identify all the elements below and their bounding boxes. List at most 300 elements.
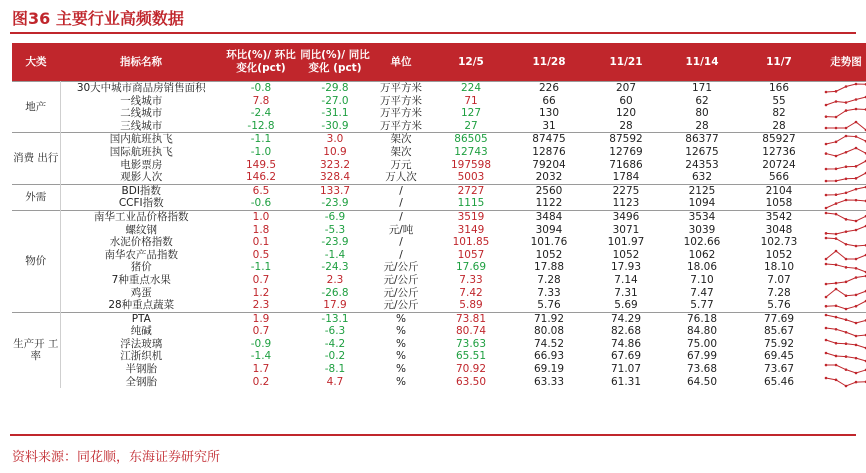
date-value: 7.31 bbox=[614, 286, 638, 299]
date-value: 5.76 bbox=[537, 299, 561, 312]
indicator-name: 水泥价格指数 bbox=[109, 236, 173, 249]
trend-cell bbox=[818, 133, 866, 146]
date-value: 5.77 bbox=[690, 299, 714, 312]
trend-point bbox=[845, 86, 848, 89]
date-value: 7.07 bbox=[767, 273, 791, 286]
unit-value: / bbox=[370, 210, 432, 223]
indicator-name: 电影票房 bbox=[120, 158, 163, 171]
table-row bbox=[12, 95, 866, 108]
trend-point bbox=[835, 263, 838, 266]
yoy-value: 17.9 bbox=[323, 299, 347, 312]
trend-point bbox=[825, 339, 828, 342]
date-value: 1058 bbox=[765, 197, 793, 210]
date-value: 28 bbox=[619, 119, 633, 132]
trend-point bbox=[835, 282, 838, 285]
trend-cell bbox=[818, 350, 866, 363]
trend-point bbox=[835, 364, 838, 367]
trend-point bbox=[845, 369, 848, 372]
trend-cell bbox=[818, 376, 866, 389]
date-value: 20724 bbox=[762, 158, 796, 171]
trend-sparkline bbox=[823, 120, 866, 132]
trend-sparkline bbox=[823, 363, 866, 375]
mom-value: 0.7 bbox=[252, 273, 270, 286]
date-value: 3542 bbox=[740, 210, 818, 223]
trend-point bbox=[855, 188, 858, 191]
table-row bbox=[12, 363, 866, 376]
trend-point bbox=[845, 127, 848, 130]
date-value: 7.42 bbox=[459, 286, 483, 299]
indicator-name: 国际航班执飞 bbox=[109, 145, 173, 158]
date-value: 2125 bbox=[664, 184, 740, 197]
trend-point bbox=[825, 153, 828, 156]
trend-point bbox=[855, 229, 858, 232]
mom-value: 7.8 bbox=[252, 94, 270, 107]
mom-value: -0.8 bbox=[222, 82, 300, 95]
date-value: 2560 bbox=[510, 184, 588, 197]
trend-point bbox=[855, 322, 858, 325]
trend-point bbox=[835, 342, 838, 345]
yoy-value: -4.2 bbox=[324, 337, 346, 350]
date-value: 18.06 bbox=[686, 261, 718, 274]
table-row bbox=[12, 107, 866, 120]
date-value: 1115 bbox=[457, 197, 485, 210]
category-cell: 生产开 工率 bbox=[12, 312, 60, 388]
date-value: 7.33 bbox=[459, 273, 483, 286]
date-value: 2104 bbox=[740, 184, 818, 197]
date-value: 86377 bbox=[664, 133, 740, 146]
date-value: 75.00 bbox=[686, 337, 718, 350]
unit-value: % bbox=[396, 337, 406, 350]
category-cell: 物价 bbox=[12, 210, 60, 312]
date-value: 79204 bbox=[532, 158, 566, 171]
trend-point bbox=[845, 243, 848, 246]
date-value: 120 bbox=[615, 107, 637, 120]
date-value: 67.99 bbox=[686, 350, 718, 363]
trend-point bbox=[835, 116, 838, 119]
trend-point bbox=[845, 308, 848, 311]
date-value: 24353 bbox=[685, 158, 719, 171]
date-value: 101.97 bbox=[607, 236, 645, 249]
mom-value: 1.2 bbox=[252, 286, 270, 299]
table-row bbox=[12, 287, 866, 300]
date-value: 2032 bbox=[535, 171, 563, 184]
date-value: 3534 bbox=[664, 210, 740, 223]
table-row bbox=[12, 133, 866, 146]
indicator-name: 30大中城市商品房销售面积 bbox=[60, 82, 222, 95]
trend-cell bbox=[818, 171, 866, 184]
yoy-value: -1.4 bbox=[324, 248, 346, 261]
trend-sparkline bbox=[823, 262, 866, 274]
table-row bbox=[12, 325, 866, 338]
date-value: 73.63 bbox=[455, 337, 487, 350]
indicator-name: 半钢胎 bbox=[125, 363, 157, 376]
trend-point bbox=[825, 168, 828, 171]
trend-point bbox=[845, 165, 848, 168]
trend-point bbox=[855, 357, 858, 360]
trend-cell bbox=[818, 338, 866, 351]
yoy-value: 2.3 bbox=[326, 273, 344, 286]
date-value: 73.67 bbox=[763, 363, 795, 376]
unit-value: / bbox=[370, 184, 432, 197]
indicator-name: 鸡蛋 bbox=[130, 286, 152, 299]
trend-point bbox=[835, 287, 838, 290]
trend-cell bbox=[818, 120, 866, 133]
unit-value: % bbox=[396, 325, 406, 338]
table-row bbox=[12, 261, 866, 274]
date-value: 5.69 bbox=[614, 299, 638, 312]
unit-value: / bbox=[399, 248, 403, 261]
indicator-name: 7种重点水果 bbox=[111, 273, 171, 286]
date-value: 7.47 bbox=[690, 286, 714, 299]
unit-value: 元/公斤 bbox=[383, 261, 419, 274]
yoy-value: -23.9 bbox=[321, 197, 349, 210]
date-value: 87592 bbox=[588, 133, 664, 146]
category-cell: 地产 bbox=[12, 82, 60, 133]
unit-value: % bbox=[396, 363, 406, 376]
date-value: 12769 bbox=[609, 145, 643, 158]
table-row bbox=[12, 184, 866, 197]
trend-sparkline bbox=[823, 107, 866, 119]
date-value: 77.69 bbox=[740, 312, 818, 325]
date-value: 80 bbox=[695, 107, 709, 120]
trend-point bbox=[855, 108, 858, 111]
indicator-name: 纯碱 bbox=[130, 325, 152, 338]
trend-sparkline bbox=[823, 326, 866, 338]
trend-cell bbox=[818, 299, 866, 312]
top-rule bbox=[10, 32, 856, 34]
indicator-name: 28种重点蔬菜 bbox=[108, 299, 175, 312]
mom-value: -1.0 bbox=[250, 145, 272, 158]
trend-cell bbox=[818, 197, 866, 210]
date-value: 1057 bbox=[457, 248, 485, 261]
unit-value: % bbox=[396, 350, 406, 363]
trend-point bbox=[825, 127, 828, 130]
trend-point bbox=[835, 155, 838, 158]
yoy-value: 10.9 bbox=[323, 145, 347, 158]
trend-point bbox=[855, 245, 858, 248]
trend-sparkline bbox=[823, 313, 866, 325]
indicator-name: BDI指数 bbox=[60, 184, 222, 197]
trend-sparkline bbox=[823, 134, 866, 146]
date-value: 80.08 bbox=[533, 325, 565, 338]
date-value: 3149 bbox=[457, 223, 485, 236]
date-value: 31 bbox=[542, 119, 556, 132]
trend-point bbox=[845, 218, 848, 221]
trend-point bbox=[825, 305, 828, 308]
date-value: 69.45 bbox=[763, 350, 795, 363]
date-value: 86505 bbox=[432, 133, 510, 146]
trend-point bbox=[825, 212, 828, 215]
indicator-name: 螺纹钢 bbox=[125, 223, 157, 236]
trend-point bbox=[835, 305, 838, 308]
mom-value: 1.9 bbox=[222, 312, 300, 325]
date-value: 166 bbox=[740, 82, 818, 95]
trend-point bbox=[845, 385, 848, 388]
yoy-value: -31.1 bbox=[321, 107, 349, 120]
trend-point bbox=[855, 276, 858, 279]
trend-point bbox=[835, 379, 838, 382]
date-value: 5.76 bbox=[767, 299, 791, 312]
header-mom: 环比(%)/ 环比变化(pct) bbox=[222, 43, 300, 82]
table-row bbox=[12, 197, 866, 210]
yoy-value: -30.9 bbox=[321, 119, 349, 132]
trend-cell bbox=[818, 107, 866, 120]
trend-point bbox=[855, 83, 858, 86]
indicator-name: 全钢胎 bbox=[125, 375, 157, 388]
trend-point bbox=[825, 116, 828, 119]
trend-point bbox=[835, 213, 838, 216]
table-row bbox=[12, 236, 866, 249]
trend-point bbox=[835, 100, 838, 103]
date-value: 67.69 bbox=[610, 350, 642, 363]
unit-value: 元/公斤 bbox=[383, 286, 419, 299]
date-value: 12675 bbox=[685, 145, 719, 158]
header-date-2: 11/28 bbox=[510, 43, 588, 82]
trend-cell bbox=[818, 82, 866, 95]
date-value: 84.80 bbox=[686, 325, 718, 338]
table-row bbox=[12, 376, 866, 389]
yoy-value: 323.2 bbox=[319, 158, 351, 171]
date-value: 82 bbox=[772, 107, 786, 120]
trend-sparkline bbox=[823, 376, 866, 388]
indicator-name: 浮法玻璃 bbox=[120, 337, 163, 350]
date-value: 66 bbox=[542, 94, 556, 107]
unit-value: 万平方米 bbox=[380, 107, 422, 120]
date-value: 63.33 bbox=[533, 375, 565, 388]
trend-point bbox=[825, 180, 828, 183]
category-cell: 消费 出行 bbox=[12, 133, 60, 184]
trend-point bbox=[825, 194, 828, 197]
header-yoy: 同比(%)/ 同比变化 (pct) bbox=[300, 43, 370, 82]
yoy-value: -26.8 bbox=[321, 286, 349, 299]
trend-sparkline bbox=[823, 224, 866, 236]
date-value: 71 bbox=[464, 94, 478, 107]
trend-point bbox=[855, 293, 858, 296]
trend-point bbox=[855, 305, 858, 308]
indicator-name: 南华农产品指数 bbox=[104, 248, 178, 261]
indicator-name: 南华工业品价格指数 bbox=[60, 210, 222, 223]
trend-point bbox=[825, 206, 828, 209]
trend-point bbox=[845, 110, 848, 113]
trend-point bbox=[845, 101, 848, 104]
date-value: 101.85 bbox=[452, 236, 490, 249]
table-row bbox=[12, 120, 866, 133]
date-value: 18.10 bbox=[763, 261, 795, 274]
date-value: 64.50 bbox=[686, 375, 718, 388]
date-value: 28 bbox=[772, 119, 786, 132]
indicator-name: 江浙织机 bbox=[120, 350, 163, 363]
trend-cell bbox=[818, 312, 866, 325]
unit-value: 万平方米 bbox=[370, 82, 432, 95]
trend-point bbox=[825, 258, 828, 261]
header-row bbox=[12, 43, 866, 82]
date-value: 55 bbox=[772, 94, 786, 107]
date-value: 197598 bbox=[450, 158, 492, 171]
date-value: 28 bbox=[695, 119, 709, 132]
mom-value: -0.9 bbox=[250, 337, 272, 350]
mom-value: 146.2 bbox=[245, 171, 277, 184]
indicator-name: 猪价 bbox=[130, 261, 152, 274]
table-row bbox=[12, 350, 866, 363]
trend-cell bbox=[818, 210, 866, 223]
unit-value: % bbox=[396, 375, 406, 388]
date-value: 226 bbox=[510, 82, 588, 95]
date-value: 12736 bbox=[762, 145, 796, 158]
date-value: 7.10 bbox=[690, 273, 714, 286]
trend-point bbox=[845, 198, 848, 201]
trend-cell bbox=[818, 363, 866, 376]
date-value: 171 bbox=[664, 82, 740, 95]
yoy-value: -6.9 bbox=[300, 210, 370, 223]
date-value: 632 bbox=[691, 171, 713, 184]
trend-sparkline bbox=[823, 249, 866, 261]
trend-point bbox=[845, 343, 848, 346]
yoy-value: -0.2 bbox=[324, 350, 346, 363]
trend-point bbox=[835, 233, 838, 236]
header-trend: 走势图 bbox=[818, 43, 866, 82]
date-value: 85.67 bbox=[763, 325, 795, 338]
trend-cell bbox=[818, 95, 866, 108]
indicator-name: 国内航班执飞 bbox=[60, 133, 222, 146]
trend-point bbox=[825, 314, 828, 317]
trend-sparkline bbox=[823, 82, 866, 94]
trend-point bbox=[835, 167, 838, 170]
header-indicator: 指标名称 bbox=[60, 43, 222, 82]
trend-point bbox=[845, 331, 848, 334]
date-value: 102.66 bbox=[683, 236, 721, 249]
trend-point bbox=[845, 266, 848, 269]
mom-value: 6.5 bbox=[222, 184, 300, 197]
trend-point bbox=[855, 178, 858, 181]
trend-cell bbox=[818, 274, 866, 287]
date-value: 82.68 bbox=[610, 325, 642, 338]
date-value: 3071 bbox=[612, 223, 640, 236]
date-value: 566 bbox=[768, 171, 790, 184]
trend-point bbox=[855, 165, 858, 168]
date-value: 3519 bbox=[432, 210, 510, 223]
trend-point bbox=[845, 355, 848, 358]
trend-point bbox=[845, 318, 848, 321]
trend-point bbox=[825, 237, 828, 240]
table-row bbox=[12, 159, 866, 172]
date-value: 73.68 bbox=[686, 363, 718, 376]
date-value: 62 bbox=[695, 94, 709, 107]
trend-sparkline bbox=[823, 287, 866, 299]
date-value: 2275 bbox=[588, 184, 664, 197]
mom-value: -2.4 bbox=[250, 107, 272, 120]
trend-sparkline bbox=[823, 274, 866, 286]
mom-value: 1.8 bbox=[252, 223, 270, 236]
date-value: 71.07 bbox=[610, 363, 642, 376]
unit-value: 元/公斤 bbox=[383, 299, 419, 312]
date-value: 69.19 bbox=[533, 363, 565, 376]
date-value: 1094 bbox=[688, 197, 716, 210]
date-value: 7.14 bbox=[614, 273, 638, 286]
unit-value: 元/吨 bbox=[388, 223, 414, 236]
category-cell: 外需 bbox=[12, 184, 60, 210]
trend-point bbox=[855, 198, 858, 201]
date-value: 127 bbox=[460, 107, 482, 120]
date-value: 87475 bbox=[510, 133, 588, 146]
trend-point bbox=[835, 180, 838, 183]
yoy-value: -5.3 bbox=[324, 223, 346, 236]
date-value: 74.29 bbox=[588, 312, 664, 325]
date-value: 2727 bbox=[432, 184, 510, 197]
trend-cell bbox=[818, 249, 866, 262]
unit-value: % bbox=[370, 312, 432, 325]
trend-point bbox=[855, 98, 858, 101]
header-date-1: 12/5 bbox=[432, 43, 510, 82]
trend-point bbox=[855, 344, 858, 347]
yoy-value: -23.9 bbox=[321, 236, 349, 249]
table-row bbox=[12, 338, 866, 351]
trend-point bbox=[835, 140, 838, 143]
table-row bbox=[12, 82, 866, 95]
table-row bbox=[12, 299, 866, 312]
mom-value: -1.1 bbox=[222, 133, 300, 146]
trend-point bbox=[835, 193, 838, 196]
date-value: 1052 bbox=[765, 248, 793, 261]
yoy-value: -13.1 bbox=[300, 312, 370, 325]
date-value: 7.28 bbox=[767, 286, 791, 299]
table-row bbox=[12, 274, 866, 287]
date-value: 74.86 bbox=[610, 337, 642, 350]
trend-cell bbox=[818, 236, 866, 249]
trend-point bbox=[845, 230, 848, 233]
date-value: 66.93 bbox=[533, 350, 565, 363]
date-value: 1052 bbox=[535, 248, 563, 261]
date-value: 73.81 bbox=[432, 312, 510, 325]
mom-value: 149.5 bbox=[245, 158, 277, 171]
date-value: 224 bbox=[432, 82, 510, 95]
date-value: 75.92 bbox=[763, 337, 795, 350]
yoy-value: -27.0 bbox=[321, 94, 349, 107]
trend-point bbox=[835, 316, 838, 319]
trend-point bbox=[855, 334, 858, 337]
table-row bbox=[12, 146, 866, 159]
trend-point bbox=[855, 372, 858, 375]
trend-point bbox=[835, 127, 838, 130]
date-value: 3496 bbox=[588, 210, 664, 223]
trend-point bbox=[825, 142, 828, 145]
date-value: 74.52 bbox=[533, 337, 565, 350]
trend-sparkline bbox=[823, 95, 866, 107]
indicator-name: PTA bbox=[60, 312, 222, 325]
indicator-name: 三线城市 bbox=[120, 119, 163, 132]
trend-point bbox=[845, 151, 848, 154]
table-row bbox=[12, 249, 866, 262]
yoy-value: -24.3 bbox=[321, 261, 349, 274]
unit-value: 万平方米 bbox=[380, 119, 422, 132]
trend-cell bbox=[818, 184, 866, 197]
date-value: 61.31 bbox=[610, 375, 642, 388]
unit-value: 架次 bbox=[370, 133, 432, 146]
trend-point bbox=[825, 104, 828, 107]
table-row bbox=[12, 312, 866, 325]
date-value: 71686 bbox=[609, 158, 643, 171]
trend-point bbox=[825, 283, 828, 286]
date-value: 3048 bbox=[765, 223, 793, 236]
date-value: 63.50 bbox=[455, 375, 487, 388]
date-value: 7.33 bbox=[537, 286, 561, 299]
date-value: 1122 bbox=[535, 197, 563, 210]
mom-value: -1.1 bbox=[250, 261, 272, 274]
trend-point bbox=[855, 147, 858, 150]
date-value: 7.28 bbox=[537, 273, 561, 286]
trend-line bbox=[826, 84, 866, 92]
date-value: 27 bbox=[464, 119, 478, 132]
indicator-name: 观影人次 bbox=[120, 171, 163, 184]
